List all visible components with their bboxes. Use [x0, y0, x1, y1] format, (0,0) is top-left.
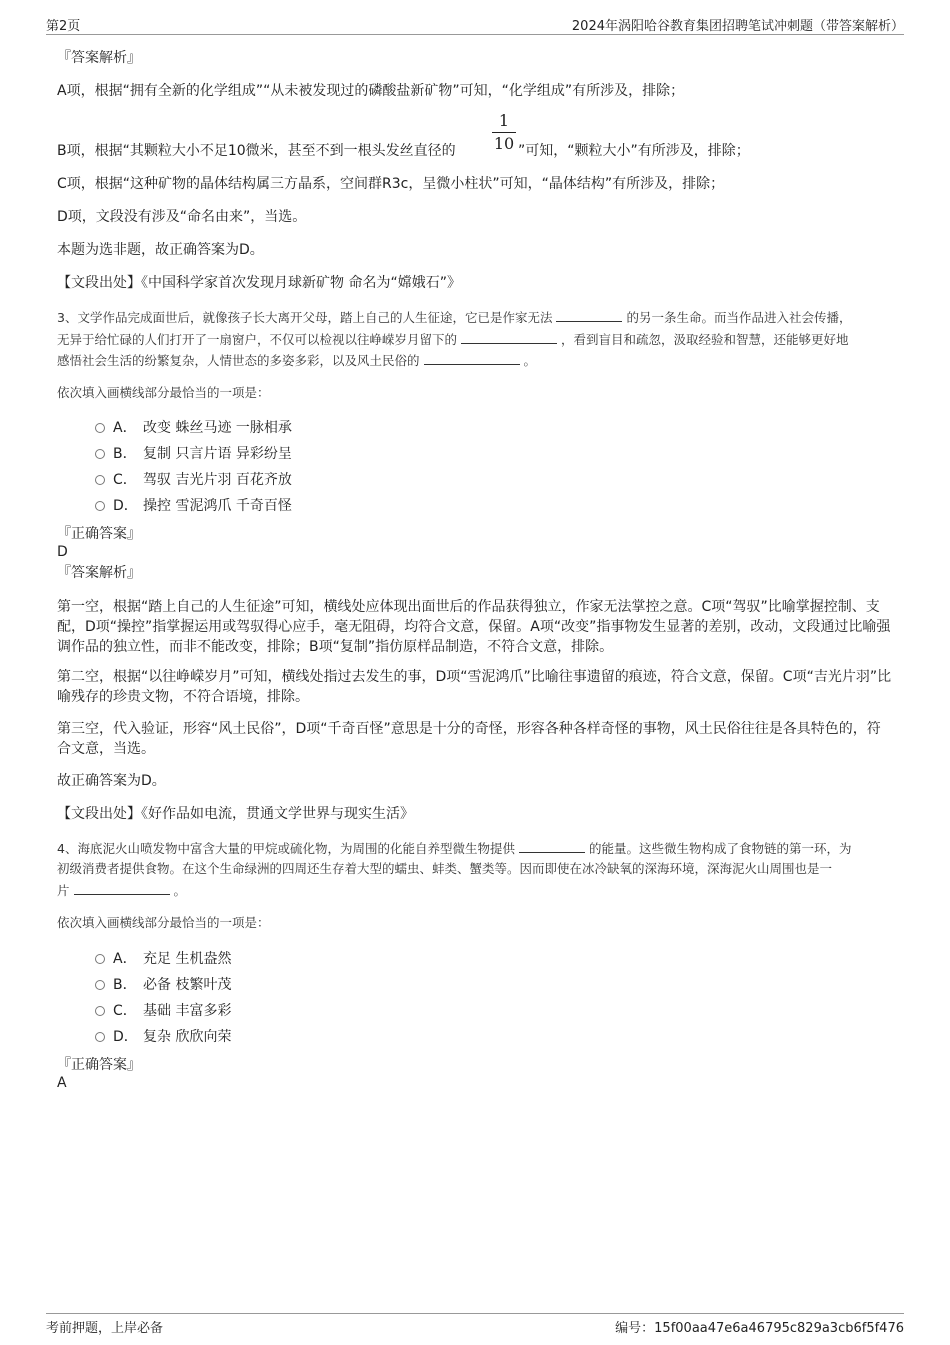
analysis-paragraph-3: 第三空，代入验证，形容“风土民俗”，D项“千奇百怪”意思是十分的奇怪，形容各种各样奇怪的事物，风土民俗往往是各具特色的，符合文意，当选。 — [57, 721, 881, 757]
q4-option-c[interactable]: C． 基础 丰富多彩 — [95, 1001, 231, 1021]
passage-source: 【文段出处】《中国科学家首次发现月球新矿物 命名为“嫦娥石”》 — [57, 275, 461, 291]
fill-blank-2 — [74, 880, 170, 895]
fill-blank-1 — [556, 307, 622, 322]
passage-source: 【文段出处】《好作品如电流，贯通文学世界与现实生活》 — [57, 806, 414, 822]
correct-answer: A — [57, 1075, 67, 1091]
analysis-label: 『答案解析』 — [57, 565, 141, 581]
fill-blank-3 — [424, 350, 520, 365]
analysis-option-a: A项，根据“拥有全新的化学组成”“从未被发现过的磷酸盐新矿物”可知，“化学组成”有所涉及，排除； — [57, 83, 685, 99]
question-4-line-2: 初级消费者提供食物。在这个生命绿洲的四周还生存着大型的蠕虫、蚌类、蟹类等。因而即使在冰冷缺氧的深海环境，深海泥火山周围也是一 — [57, 861, 833, 876]
question-3-line-3 — [57, 350, 536, 371]
analysis-option-b-pre: B项，根据“其颗粒大小不足10微米，甚至不到一根头发丝直径的 — [57, 143, 456, 159]
q3-option-b[interactable]: B． 复制 只言片语 异彩纷呈 — [95, 444, 292, 464]
q4-option-d[interactable]: D． 复杂 欣欣向荣 — [95, 1027, 231, 1047]
question-3-text-3: 无异于给忙碌的人们打开了一扇窗户，不仅可以检视以往峥嵘岁月留下的 — [57, 332, 458, 347]
radio-icon[interactable] — [95, 1032, 105, 1042]
analysis-conclusion: 本题为选非题，故正确答案为D。 — [57, 242, 264, 258]
correct-answer: D — [57, 544, 68, 560]
question-3-line-2 — [57, 329, 849, 350]
question-4-text-1: 4、海底泥火山喷发物中富含大量的甲烷或硫化物，为周围的化能自养型微生物提供 — [57, 841, 515, 856]
page-number: 第2页 — [46, 19, 81, 34]
analysis-label: 『答案解析』 — [57, 50, 141, 66]
question-3-prompt: 依次填入画横线部分最恰当的一项是： — [57, 385, 270, 400]
fraction-bar — [492, 132, 516, 133]
q3-option-d[interactable]: D． 操控 雪泥鸿爪 千奇百怪 — [95, 496, 292, 516]
fraction — [492, 112, 516, 153]
page-footer — [46, 1313, 904, 1336]
radio-icon[interactable] — [95, 980, 105, 990]
footer-slogan: 考前押题，上岸必备 — [46, 1321, 164, 1336]
document-title: 2024年涡阳哈谷教育集团招聘笔试冲刺题（带答案解析） — [571, 19, 904, 34]
correct-answer-label: 『正确答案』 — [57, 526, 141, 542]
question-3-text-2: 的另一条生命。而当作品进入社会传播， — [626, 310, 852, 325]
radio-icon[interactable] — [95, 501, 105, 511]
fill-blank-1 — [519, 838, 585, 853]
question-4-line-3 — [57, 880, 186, 901]
page-header — [46, 14, 904, 35]
fraction-numerator: 1 — [498, 111, 510, 130]
question-4-text-3: 片 — [57, 883, 70, 898]
fill-blank-2 — [461, 329, 557, 344]
q4-option-b[interactable]: B． 必备 枝繁叶茂 — [95, 975, 231, 995]
q3-option-c[interactable]: C． 驾驭 吉光片羽 百花齐放 — [95, 470, 292, 490]
analysis-option-b — [57, 141, 456, 161]
question-4-text-4: 。 — [173, 883, 186, 898]
question-4-line-1 — [57, 838, 851, 859]
q3-option-a[interactable]: A． 改变 蛛丝马迹 一脉相承 — [95, 418, 292, 438]
analysis-option-d: D项，文段没有涉及“命名由来”，当选。 — [57, 209, 307, 225]
question-3-text-6: 。 — [523, 353, 536, 368]
fraction-denominator: 10 — [493, 134, 515, 153]
correct-answer-label: 『正确答案』 — [57, 1057, 141, 1073]
radio-icon[interactable] — [95, 423, 105, 433]
radio-icon[interactable] — [95, 449, 105, 459]
analysis-option-c: C项，根据“这种矿物的晶体结构属三方晶系，空间群R3c，呈微小柱状”可知，“晶体结构”有所涉及，排除； — [57, 176, 725, 192]
radio-icon[interactable] — [95, 1006, 105, 1016]
question-3-text-1: 3、文学作品完成面世后，就像孩子长大离开父母，踏上自己的人生征途，它已是作家无法 — [57, 310, 553, 325]
question-3-text-5: 感悟社会生活的纷繁复杂，人情世态的多姿多彩，以及风土民俗的 — [57, 353, 420, 368]
question-3-text-4: ，看到盲目和疏忽，汲取经验和智慧，还能够更好地 — [560, 332, 849, 347]
analysis-option-b-post: ”可知，“颗粒大小”有所涉及，排除； — [518, 143, 750, 159]
question-4-prompt: 依次填入画横线部分最恰当的一项是： — [57, 915, 270, 930]
analysis-paragraph-2: 第二空，根据“以往峥嵘岁月”可知，横线处指过去发生的事，D项“雪泥鸿爪”比喻往事遗留的痕迹，符合文意，保留。C项“吉光片羽”比喻残存的珍贵文物，不符合语境，排除。 — [57, 669, 892, 705]
radio-icon[interactable] — [95, 954, 105, 964]
question-4-text-2: 的能量。这些微生物构成了食物链的第一环，为 — [588, 841, 852, 856]
document-id: 编号：15f00aa47e6a46795c829a3cb6f5f476 — [615, 1321, 904, 1336]
q4-option-a[interactable]: A． 充足 生机盎然 — [95, 949, 231, 969]
radio-icon[interactable] — [95, 475, 105, 485]
analysis-conclusion: 故正确答案为D。 — [57, 773, 166, 789]
analysis-paragraph-1: 第一空，根据“踏上自己的人生征途”可知，横线处应体现出面世后的作品获得独立，作家无法掌控之意。C项“驾驭”比喻掌握控制、支配，D项“操控”指掌握运用或驾驭得心应手，毫无阻碍，均符合文意，保留。A项“改变”指事物发生显著的差别，改动，文段通过比喻强调作品的独立性，而非不能改变，排除；B项“复制”指仿原样品制造，不符合文意，排除。 — [57, 599, 891, 655]
question-3-line-1 — [57, 307, 851, 328]
